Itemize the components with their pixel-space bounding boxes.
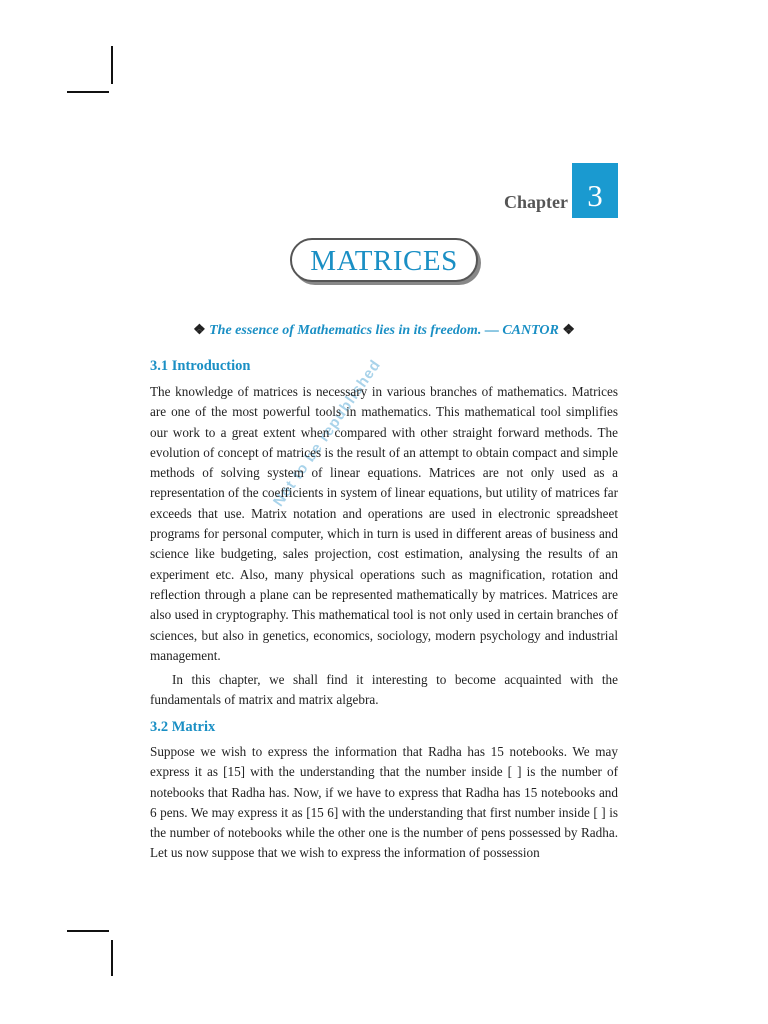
watermark: Not to be republished xyxy=(270,356,385,510)
crop-mark xyxy=(67,930,109,932)
epigraph-text: The essence of Mathematics lies in its freedom. — CANTOR xyxy=(209,323,559,338)
chapter-title xyxy=(290,238,478,282)
paragraph: Suppose we wish to express the information that Radha has 15 notebooks. We may express it as [15] with the understanding that the number inside [ ] is the number of notebooks that Radha has. Now, if we have to express that Radha has 15 notebooks and 6 pens. We may express it as [15 6] with the understanding that first number inside [ ] is the number of notebooks while the other one is the number of pens possessed by Radha. Let us now suppose that we wish to express the information of possession xyxy=(150,744,618,861)
chapter-number-badge: 3 xyxy=(572,163,618,218)
crop-mark xyxy=(111,940,113,976)
section-heading-matrix: 3.2 Matrix xyxy=(150,719,216,735)
crop-mark xyxy=(67,91,109,93)
chapter-label: Chapter xyxy=(504,192,568,212)
chapter-title-text: MATRICES xyxy=(310,245,458,277)
diamond-ornament-icon: ❖ xyxy=(562,323,575,338)
crop-mark xyxy=(111,46,113,84)
epigraph xyxy=(150,322,618,339)
section-heading-introduction: 3.1 Introduction xyxy=(150,358,251,374)
paragraph: The knowledge of matrices is necessary in various branches of mathematics. Matrices are one of the most powerful tools in mathematics. This mathematical tool simplifies our work to a great extent when compared with other straight forward methods. The evolution of concept of matrices is the result of an attempt to obtain compact and simple methods of solving system of linear equations. Matrices are not only used as a representation of the coefficients in system of linear equations, but utility of matrices far exceeds that use. Matrix notation and operations are used in electronic spreadsheet programs for personal computer, which in turn is used in different areas of business and science like budgeting, sales projection, cost estimation, analysing the results of an experiment etc. Also, many physical operations such as magnification, rotation and reflection through a plane can be represented mathematically by matrices. Matrices are also used in cryptography. This mathematical tool is not only used in certain branches of sciences, but also in genetics, economics, sociology, modern psychology and industrial management. xyxy=(150,384,618,663)
paragraph: In this chapter, we shall find it interesting to become acquainted with the fundamentals of matrix and matrix algebra. xyxy=(150,672,618,708)
diamond-ornament-icon: ❖ xyxy=(193,323,206,338)
